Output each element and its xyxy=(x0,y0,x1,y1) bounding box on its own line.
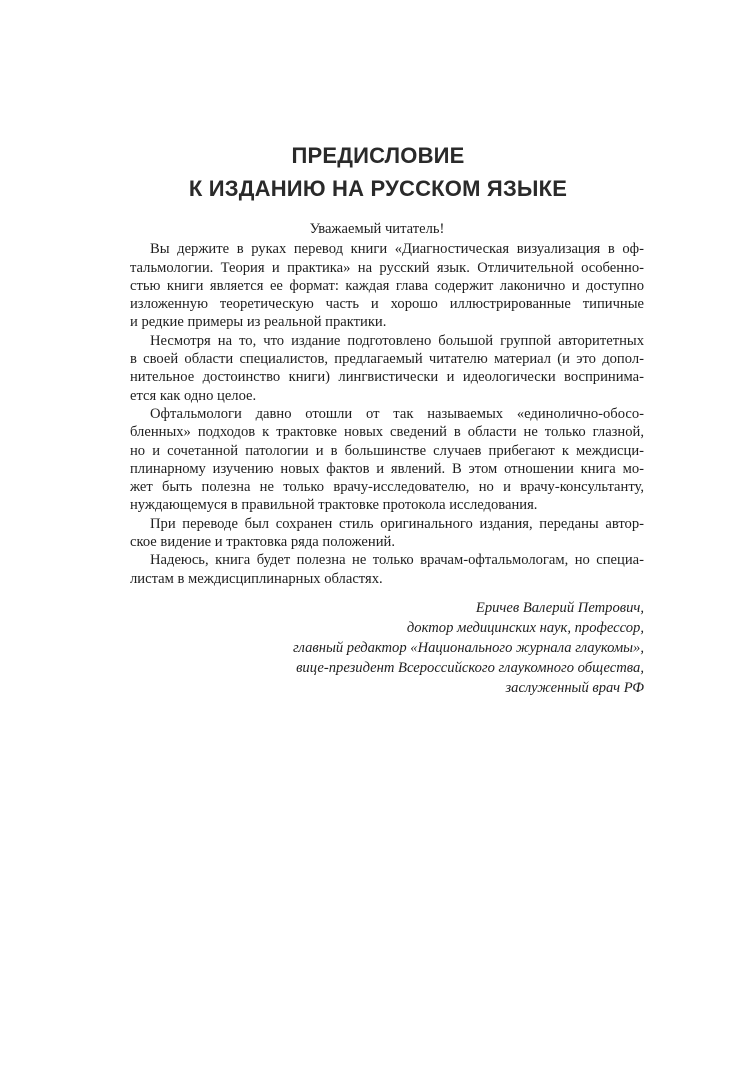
paragraph-5 xyxy=(110,551,644,588)
paragraph-4 xyxy=(110,515,644,552)
paragraph-line: Надеюсь, книга будет полезна не только врачам-офтальмологам, но специа- xyxy=(150,552,644,569)
paragraph-line: жет быть полезна не только врачу-исследователю, но и врачу-консультанту, xyxy=(130,479,644,496)
paragraph-3 xyxy=(110,405,644,515)
paragraph-line: ется как одно целое. xyxy=(130,387,257,404)
page-title-line-1: ПРЕДИСЛОВИЕ xyxy=(291,143,465,168)
greeting: Уважаемый читатель! xyxy=(309,221,445,237)
paragraph-2 xyxy=(110,332,644,405)
signature-honor: заслуженный врач РФ xyxy=(505,680,644,696)
paragraph-line: стью книги является ее формат: каждая глава содержит лаконично и доступно xyxy=(130,277,644,294)
paragraph-line: Несмотря на то, что издание подготовлено большой группой авторитетных xyxy=(150,332,644,349)
signature-editor-role: главный редактор «Национального журнала глаукомы», xyxy=(293,640,644,656)
paragraph-1 xyxy=(110,240,644,331)
paragraph-line: ское видение и трактовка ряда положений. xyxy=(130,534,395,551)
paragraph-line: но и сочетанной патологии и в большинстве случаев прибегают к междисци- xyxy=(130,442,644,459)
paragraph-line: в своей области специалистов, предлагаемый читателю материал (и это допол- xyxy=(130,351,644,368)
paragraph-line: и редкие примеры из реальной практики. xyxy=(130,314,387,331)
signature-name: Еричев Валерий Петрович, xyxy=(475,600,644,616)
paragraph-line: изложенную теоретическую часть и хорошо иллюстрированные типичные xyxy=(130,296,644,313)
paragraph-line: При переводе был сохранен стиль оригинального издания, переданы автор- xyxy=(150,515,644,532)
paragraph-line: нительное достоинство книги) лингвистически и идеологически воспринима- xyxy=(130,369,644,386)
paragraph-line: плинарному изучению новых фактов и явлений. В этом отношении книга мо- xyxy=(130,460,644,477)
signature-vice-president-role: вице-президент Всероссийского глаукомного общества, xyxy=(296,660,644,676)
page-title-line-2: К ИЗДАНИЮ НА РУССКОМ ЯЗЫКЕ xyxy=(188,176,568,201)
paragraph-line: бленных» подходов к трактовке новых сведений в области не только глазной, xyxy=(130,424,644,441)
paragraph-line: Офтальмологи давно отошли от так называемых «единолично-обосо- xyxy=(150,405,644,422)
preface-body xyxy=(110,220,644,588)
signature-block xyxy=(293,598,644,698)
signature-degree: доктор медицинских наук, профессор, xyxy=(406,620,644,636)
paragraph-line: листам в междисциплинарных областях. xyxy=(130,570,383,587)
paragraph-line: Вы держите в руках перевод книги «Диагностическая визуализация в оф- xyxy=(150,241,644,258)
paragraph-line: нуждающемуся в правильной трактовке протокола исследования. xyxy=(130,497,538,514)
paragraph-line: тальмологии. Теория и практика» на русский язык. Отличительной особенно- xyxy=(130,259,644,276)
